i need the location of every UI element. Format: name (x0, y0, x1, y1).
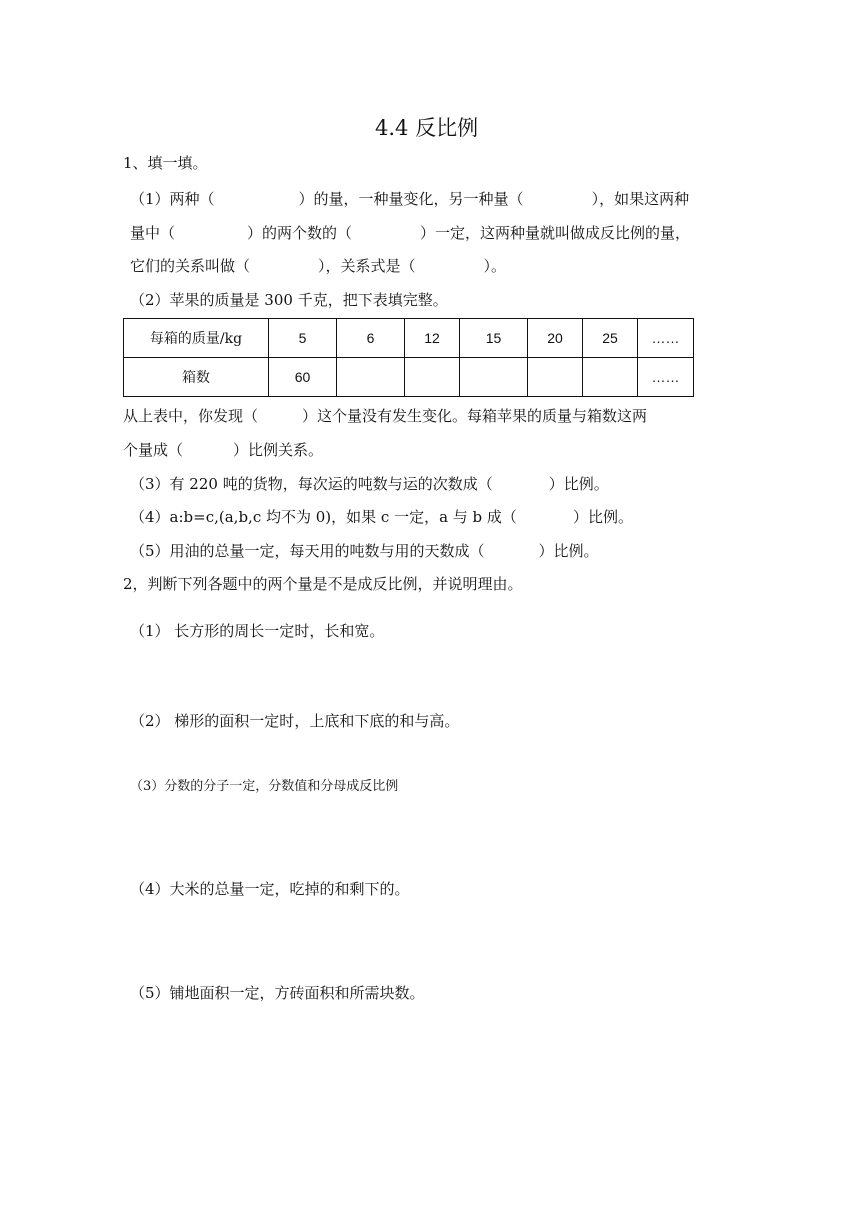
q1-line-2-part-c: ）一定，这两种量就叫做成反比例的量， (420, 224, 691, 242)
q3-part-a: （3）有 220 吨的货物，每次运的吨数与运的次数成（ (130, 475, 493, 493)
table-cell: …… (638, 358, 694, 397)
q1-line-1 (130, 192, 689, 207)
table-answer-cell[interactable] (405, 358, 460, 397)
page-title: 4.4 反比例 (375, 116, 479, 140)
table-cell: 20 (528, 319, 583, 358)
table-cell: 5 (269, 319, 337, 358)
q2-after-line-2-part-b: ）比例关系。 (233, 441, 324, 459)
table-answer-cell[interactable] (460, 358, 528, 397)
q1-line-3 (130, 259, 506, 274)
table-cell: …… (638, 319, 694, 358)
q1-line-2-part-a: 量中（ (130, 224, 176, 242)
table-row (124, 358, 694, 397)
q1-line-3-part-a: 它们的关系叫做（ (130, 257, 251, 275)
apple-box-table (123, 318, 694, 397)
q4-part-a: （4）a:b=c,(a,b,c 均不为 0)，如果 c 一定，a 与 b 成（ (130, 508, 517, 526)
section-2-heading: 2，判断下列各题中的两个量是不是成反比例，并说明理由。 (123, 575, 523, 593)
table-answer-cell[interactable] (337, 358, 405, 397)
q4-part-b: ）比例。 (572, 508, 633, 526)
judge-item-1: （1） 长方形的周长一定时，长和宽。 (130, 622, 385, 640)
q4-line (130, 510, 633, 525)
q5-part-b: ）比例。 (538, 542, 599, 560)
table-answer-cell[interactable] (583, 358, 638, 397)
q2-after-line-1-part-b: ）这个量没有发生变化。每箱苹果的质量与箱数这两 (302, 407, 648, 425)
section-1-heading: 1、填一填。 (123, 154, 208, 172)
judge-item-4: （4）大米的总量一定，吃掉的和剩下的。 (130, 880, 410, 898)
table-cell: 12 (405, 319, 460, 358)
q2-after-line-1-part-a: 从上表中，你发现（ (123, 407, 259, 425)
q2-after-line-2-part-a: 个量成（ (123, 441, 184, 459)
q1-line-2-part-b: ）的两个数的（ (247, 224, 353, 242)
table-cell: 15 (460, 319, 528, 358)
table-header-cell: 箱数 (124, 358, 269, 397)
q3-line (130, 477, 609, 492)
judge-item-5: （5）铺地面积一定，方砖面积和所需块数。 (130, 984, 425, 1002)
q5-line (130, 544, 599, 559)
table-header-cell: 每箱的质量/kg (124, 319, 269, 358)
q2-after-line-1 (123, 409, 647, 424)
table-cell: 60 (269, 358, 337, 397)
table-cell: 6 (337, 319, 405, 358)
q1-line-2 (130, 226, 690, 241)
judge-item-2: （2） 梯形的面积一定时，上底和下底的和与高。 (130, 712, 460, 730)
q1-line-1-part-a: （1）两种（ (130, 190, 215, 208)
q2-after-line-2 (123, 443, 323, 458)
q2-intro: （2）苹果的质量是 300 千克，把下表填完整。 (130, 291, 448, 309)
judge-item-3: （3）分数的分子一定，分数值和分母成反比例 (130, 779, 399, 794)
q1-line-3-part-c: ）。 (483, 257, 507, 275)
q5-part-a: （5）用油的总量一定，每天用的吨数与用的天数成（ (130, 542, 485, 560)
table-cell: 25 (583, 319, 638, 358)
q1-line-3-part-b: ），关系式是（ (318, 257, 416, 275)
q1-line-1-part-c: ），如果这两种 (591, 190, 690, 208)
table-row (124, 319, 694, 358)
table-answer-cell[interactable] (528, 358, 583, 397)
q3-part-b: ）比例。 (548, 475, 609, 493)
q1-line-1-part-b: ）的量，一种量变化，另一种量（ (298, 190, 524, 208)
